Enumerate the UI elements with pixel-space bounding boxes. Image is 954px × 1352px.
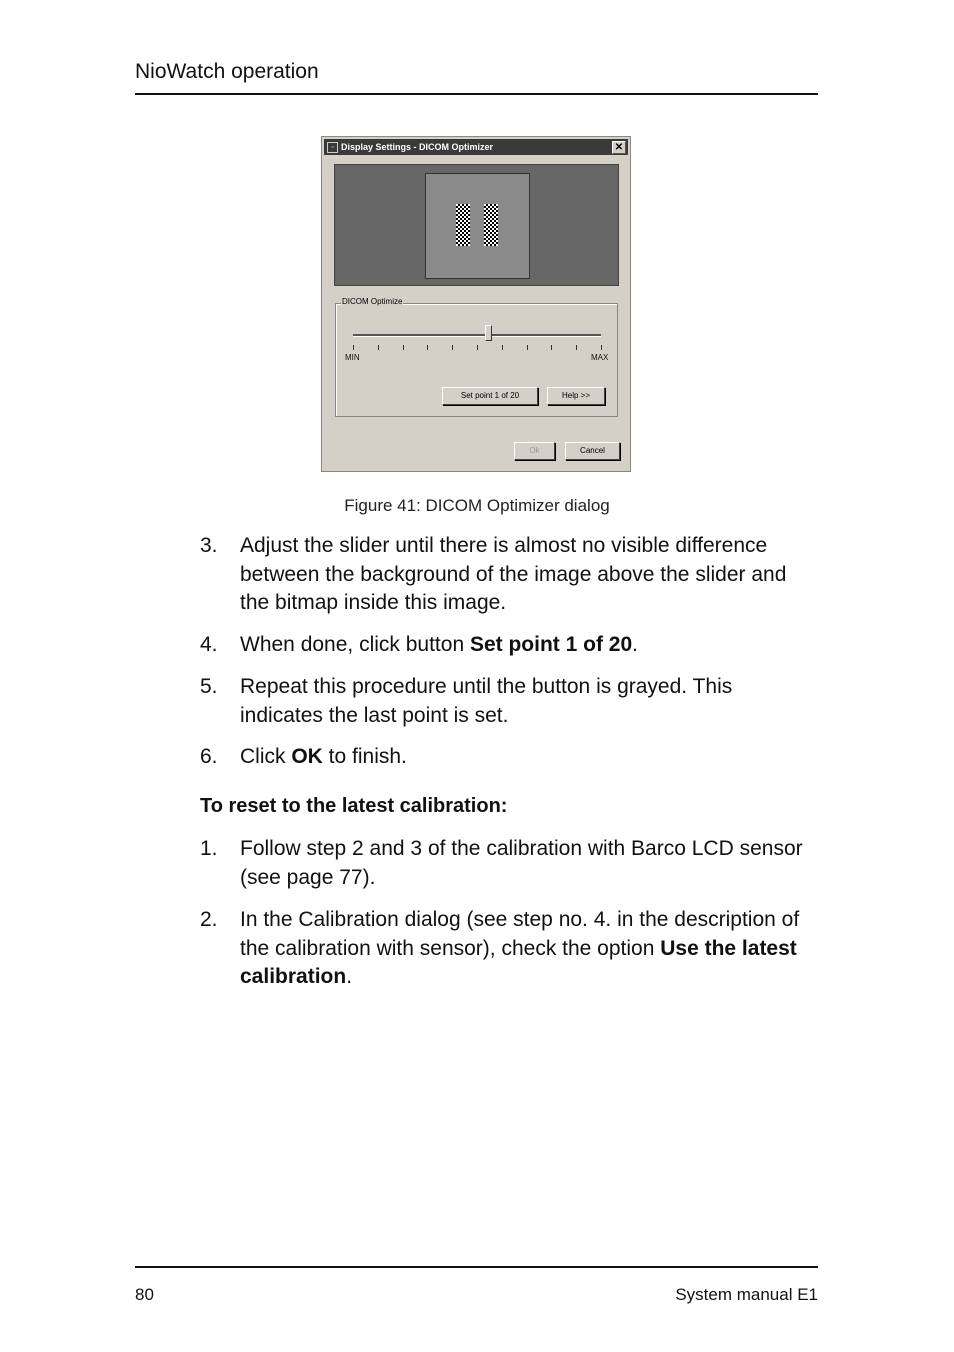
set-point-button[interactable]: Set point 1 of 20 — [442, 387, 538, 405]
figure-caption: Figure 41: DICOM Optimizer dialog — [344, 496, 610, 515]
step-text: Click OK to finish. — [240, 745, 407, 768]
header-rule — [135, 93, 818, 95]
slider-tick — [527, 345, 528, 350]
slider-tick — [477, 345, 478, 350]
dicom-optimize-group — [335, 297, 618, 417]
step-number: 5. — [200, 675, 218, 698]
ui-term: Set point 1 of 20 — [469, 633, 633, 656]
help-button[interactable]: Help >> — [547, 387, 605, 405]
slider-tick — [576, 345, 577, 350]
slider-tick — [403, 345, 404, 350]
step-number: 2. — [200, 908, 218, 931]
checker-bitmap-left — [456, 204, 470, 246]
ui-term: OK — [291, 745, 323, 768]
step-text: In the Calibration dialog (see step no. 4. in the description of the calibration with sensor), check the option Use the latest calibration. — [240, 908, 800, 988]
window-icon: ▫ — [327, 142, 338, 153]
reset-heading: To reset to the latest calibration: — [200, 795, 508, 817]
cancel-button[interactable]: Cancel — [565, 442, 620, 460]
group-label: DICOM Optimize — [342, 297, 403, 306]
slider-thumb[interactable] — [485, 325, 492, 341]
slider-tick — [502, 345, 503, 350]
manual-title: System manual E1 — [675, 1285, 818, 1304]
slider-tick — [427, 345, 428, 350]
test-pattern-image — [425, 173, 530, 279]
step-text: Repeat this procedure until the button is grayed. This indicates the last point is set. — [240, 675, 733, 727]
slider-track[interactable] — [353, 334, 601, 337]
page-number: 80 — [135, 1285, 154, 1304]
step-text: Adjust the slider until there is almost no visible difference between the background of the image above the slider and the bitmap inside this image. — [240, 534, 787, 614]
dialog-titlebar — [324, 139, 628, 155]
slider-tick — [551, 345, 552, 350]
preview-panel — [334, 164, 619, 286]
close-icon[interactable]: ✕ — [612, 141, 626, 154]
footer-rule — [135, 1266, 818, 1268]
step-number: 4. — [200, 633, 218, 656]
checker-bitmap-right — [484, 204, 498, 246]
step-number: 3. — [200, 534, 218, 557]
dicom-optimizer-dialog — [321, 136, 631, 472]
dialog-title: Display Settings - DICOM Optimizer — [341, 142, 494, 152]
slider-tick — [601, 345, 602, 350]
slider-tick — [452, 345, 453, 350]
slider-tick — [353, 345, 354, 350]
slider-max-label: MAX — [591, 353, 609, 362]
step-number: 6. — [200, 745, 218, 768]
slider-min-label: MIN — [345, 353, 360, 362]
ui-term: Use the latest calibration — [240, 936, 797, 988]
slider-tick — [378, 345, 379, 350]
page-header: NioWatch operation — [135, 60, 319, 83]
ok-button[interactable]: Ok — [514, 442, 555, 460]
step-number: 1. — [200, 837, 218, 860]
step-text: When done, click button Set point 1 of 20. — [240, 633, 638, 656]
step-text: Follow step 2 and 3 of the calibration with Barco LCD sensor (see page 77). — [240, 837, 803, 889]
